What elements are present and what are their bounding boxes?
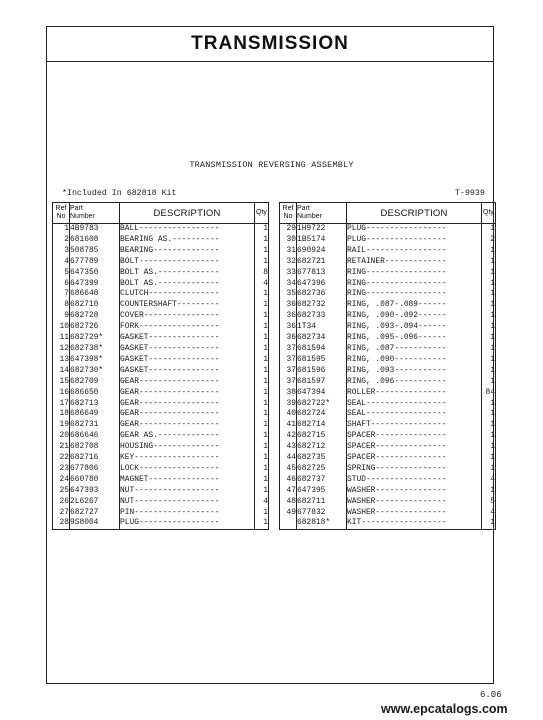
table-row [53, 464, 269, 475]
description-cell: WASHER--------------- [347, 497, 482, 508]
table-row [53, 420, 269, 431]
ref-no-cell: 36 [280, 311, 297, 322]
qty-cell: 1 [482, 344, 496, 355]
ref-no-cell: 34 [280, 279, 297, 290]
part-number-cell: 681608 [70, 235, 120, 246]
ref-no-cell: 35 [280, 289, 297, 300]
ref-no-cell: 24 [53, 475, 70, 486]
table-row [280, 333, 496, 344]
qty-cell: 1 [255, 333, 269, 344]
ref-no-cell: 45 [280, 464, 297, 475]
table-row [53, 246, 269, 257]
table-header-row [280, 203, 496, 224]
ref-no-cell: 32 [280, 257, 297, 268]
part-number-cell: 647394 [297, 388, 347, 399]
part-number-cell: 677789 [70, 257, 120, 268]
table-row [280, 246, 496, 257]
qty-cell: 84 [482, 388, 496, 399]
qty-cell: 1 [482, 322, 496, 333]
qty-cell: 1 [482, 268, 496, 279]
ref-no-cell: 17 [53, 399, 70, 410]
part-number-cell: 677813 [297, 268, 347, 279]
description-cell: PLUG----------------- [347, 235, 482, 246]
part-number-cell: 690924 [297, 246, 347, 257]
qty-cell: 1 [482, 355, 496, 366]
qty-cell: 1 [255, 322, 269, 333]
header-part-number: Part Number [70, 203, 120, 224]
title-banner [46, 26, 494, 62]
ref-no-cell: 49 [280, 508, 297, 519]
table-row [280, 224, 496, 235]
qty-cell: 1 [255, 399, 269, 410]
table-row [280, 442, 496, 453]
ref-no-cell: 38 [280, 388, 297, 399]
header-ref-no: Ref No [280, 203, 297, 224]
ref-no-cell: 40 [280, 409, 297, 420]
table-row [280, 420, 496, 431]
part-number-cell: 686650 [70, 388, 120, 399]
part-number-cell: 682727 [70, 508, 120, 519]
table-row [280, 497, 496, 508]
ref-no-cell: 13 [53, 355, 70, 366]
description-cell: FORK----------------- [120, 322, 255, 333]
description-cell: RING, .087----------- [347, 344, 482, 355]
ref-no-cell: 27 [53, 508, 70, 519]
section-subtitle: TRANSMISSION REVERSING ASSEMBLY [189, 160, 354, 170]
part-number-cell: 2L6267 [70, 497, 120, 508]
header-description: DESCRIPTION [347, 203, 482, 224]
description-cell: RING, .090-.092------ [347, 311, 482, 322]
description-cell: SEAL----------------- [347, 399, 482, 410]
part-number-cell: 682709 [70, 377, 120, 388]
qty-cell: 1 [255, 246, 269, 257]
table-row [53, 431, 269, 442]
description-cell: NUT------------------ [120, 497, 255, 508]
ref-no-cell: 42 [280, 431, 297, 442]
description-cell: RING----------------- [347, 268, 482, 279]
ref-no-cell: 28 [53, 518, 70, 529]
qty-cell: 1 [482, 442, 496, 453]
qty-cell: 1 [255, 486, 269, 497]
part-number-cell: 682818* [297, 518, 347, 529]
table-row [53, 224, 269, 235]
description-cell: WASHER--------------- [347, 486, 482, 497]
description-cell: GEAR----------------- [120, 388, 255, 399]
qty-cell: 1 [482, 289, 496, 300]
table-row [53, 399, 269, 410]
part-number-cell: 647393 [70, 486, 120, 497]
table-row [280, 486, 496, 497]
part-number-cell: 682710 [70, 300, 120, 311]
qty-cell: 1 [482, 518, 496, 529]
part-number-cell: 508785 [70, 246, 120, 257]
ref-no-cell: 26 [53, 497, 70, 508]
qty-cell: 1 [482, 333, 496, 344]
description-cell: SPACER--------------- [347, 453, 482, 464]
ref-no-cell: 7 [53, 289, 70, 300]
ref-no-cell: 9 [53, 311, 70, 322]
table-row [280, 399, 496, 410]
description-cell: GEAR----------------- [120, 420, 255, 431]
qty-cell: 4 [482, 475, 496, 486]
ref-no-cell: 2 [53, 235, 70, 246]
description-cell: RING----------------- [347, 289, 482, 300]
ref-no-cell: 37 [280, 344, 297, 355]
ref-no-cell: 44 [280, 453, 297, 464]
part-number-cell: 647395 [297, 486, 347, 497]
description-cell: GASKET--------------- [120, 366, 255, 377]
table-row [53, 355, 269, 366]
ref-no-cell: 8 [53, 300, 70, 311]
part-number-cell: 682722* [297, 399, 347, 410]
description-cell: SPRING--------------- [347, 464, 482, 475]
qty-cell: 1 [482, 311, 496, 322]
table-row [53, 388, 269, 399]
part-number-cell: 682734 [297, 333, 347, 344]
qty-cell: 1 [255, 355, 269, 366]
description-cell: CLUTCH--------------- [120, 289, 255, 300]
part-number-cell: 1H9722 [297, 224, 347, 235]
table-row [280, 322, 496, 333]
part-number-cell: 682714 [297, 420, 347, 431]
qty-cell: 4 [255, 279, 269, 290]
description-cell: RING, .093-.094------ [347, 322, 482, 333]
qty-cell: 1 [255, 409, 269, 420]
qty-cell: 4 [255, 497, 269, 508]
qty-cell: 1 [255, 289, 269, 300]
table-row [280, 289, 496, 300]
drawing-number: T-9939 [455, 189, 485, 198]
header-qty: Qty [482, 203, 496, 224]
ref-no-cell: 43 [280, 442, 297, 453]
qty-cell: 1 [482, 377, 496, 388]
qty-cell: 1 [255, 257, 269, 268]
part-number-cell: 677806 [70, 464, 120, 475]
table-row [53, 497, 269, 508]
part-number-cell: 647350 [70, 268, 120, 279]
ref-no-cell: 29 [280, 224, 297, 235]
table-row [280, 377, 496, 388]
qty-cell: 1 [255, 224, 269, 235]
table-row [53, 344, 269, 355]
part-number-cell: 677832 [297, 508, 347, 519]
ref-no-cell: 5 [53, 268, 70, 279]
part-number-cell: 686649 [70, 409, 120, 420]
table-row [280, 453, 496, 464]
qty-cell: 1 [482, 409, 496, 420]
description-cell: RING, .095-.096------ [347, 333, 482, 344]
description-cell: NUT------------------ [120, 486, 255, 497]
description-cell: RAIL----------------- [347, 246, 482, 257]
ref-no-cell: 36 [280, 333, 297, 344]
qty-cell: 5 [482, 497, 496, 508]
qty-cell: 2 [482, 235, 496, 246]
description-cell: KEY------------------ [120, 453, 255, 464]
part-number-cell: 682715 [297, 431, 347, 442]
description-cell: BOLT AS.------------- [120, 279, 255, 290]
table-row [53, 279, 269, 290]
ref-no-cell: 1 [53, 224, 70, 235]
ref-no-cell: 33 [280, 268, 297, 279]
table-row [53, 268, 269, 279]
ref-no-cell: 25 [53, 486, 70, 497]
ref-no-cell: 15 [53, 377, 70, 388]
description-cell: BOLT----------------- [120, 257, 255, 268]
description-cell: GASKET--------------- [120, 344, 255, 355]
table-row [53, 289, 269, 300]
description-cell: GEAR AS.------------- [120, 431, 255, 442]
table-row [280, 311, 496, 322]
qty-cell: 1 [255, 453, 269, 464]
ref-no-cell [280, 518, 297, 529]
table-row [53, 453, 269, 464]
table-row [280, 344, 496, 355]
page-title: TRANSMISSION [191, 32, 349, 54]
part-number-cell: 647398* [70, 355, 120, 366]
part-number-cell: 682711 [297, 497, 347, 508]
ref-no-cell: 36 [280, 322, 297, 333]
ref-no-cell: 37 [280, 366, 297, 377]
table-row [53, 508, 269, 519]
table-row [280, 257, 496, 268]
part-number-cell: 682737 [297, 475, 347, 486]
table-row [280, 355, 496, 366]
table-row [280, 475, 496, 486]
description-cell: SPACER--------------- [347, 442, 482, 453]
description-cell: HOUSING-------------- [120, 442, 255, 453]
part-number-cell: 660780 [70, 475, 120, 486]
table-row [53, 333, 269, 344]
table-row [280, 235, 496, 246]
table-row [280, 366, 496, 377]
qty-cell: 1 [255, 442, 269, 453]
part-number-cell: 682724 [297, 409, 347, 420]
ref-no-cell: 22 [53, 453, 70, 464]
ref-no-cell: 48 [280, 497, 297, 508]
part-number-cell: 681596 [297, 366, 347, 377]
description-cell: SHAFT---------------- [347, 420, 482, 431]
header-ref-no: Ref No [53, 203, 70, 224]
part-number-cell: 647399 [70, 279, 120, 290]
table-row [280, 409, 496, 420]
qty-cell: 1 [255, 366, 269, 377]
ref-no-cell: 16 [53, 388, 70, 399]
table-row [53, 257, 269, 268]
header-part-number: Part Number [297, 203, 347, 224]
description-cell: GEAR----------------- [120, 409, 255, 420]
table-row [53, 311, 269, 322]
description-cell: BEARING-------------- [120, 246, 255, 257]
part-number-cell: 686648 [70, 289, 120, 300]
table-row [280, 268, 496, 279]
header-qty: Qty [255, 203, 269, 224]
ref-no-cell: 37 [280, 377, 297, 388]
qty-cell: 1 [482, 279, 496, 290]
description-cell: RING, .096----------- [347, 377, 482, 388]
qty-cell: 1 [482, 366, 496, 377]
description-cell: BEARING AS.---------- [120, 235, 255, 246]
table-row [53, 486, 269, 497]
ref-no-cell: 36 [280, 300, 297, 311]
table-row [53, 235, 269, 246]
part-number-cell: 681597 [297, 377, 347, 388]
ref-no-cell: 30 [280, 235, 297, 246]
description-cell: GASKET--------------- [120, 333, 255, 344]
description-cell: GEAR----------------- [120, 377, 255, 388]
qty-cell: 1 [482, 464, 496, 475]
ref-no-cell: 6 [53, 279, 70, 290]
description-cell: STUD----------------- [347, 475, 482, 486]
qty-cell: 1 [255, 344, 269, 355]
description-cell: SPACER--------------- [347, 431, 482, 442]
qty-cell: 1 [255, 431, 269, 442]
part-number-cell: 682729* [70, 333, 120, 344]
description-cell: PLUG----------------- [347, 224, 482, 235]
description-cell: RETAINER------------- [347, 257, 482, 268]
table-header-row [53, 203, 269, 224]
part-number-cell: 682738* [70, 344, 120, 355]
part-number-cell: 4B9783 [70, 224, 120, 235]
part-number-cell: 682713 [70, 399, 120, 410]
description-cell: PIN------------------ [120, 508, 255, 519]
description-cell: GEAR----------------- [120, 399, 255, 410]
qty-cell: 1 [482, 486, 496, 497]
qty-cell: 1 [255, 235, 269, 246]
qty-cell: 8 [255, 268, 269, 279]
part-number-cell: 1B5174 [297, 235, 347, 246]
part-number-cell: 682716 [70, 453, 120, 464]
ref-no-cell: 4 [53, 257, 70, 268]
table-row [53, 377, 269, 388]
description-cell: LOCK----------------- [120, 464, 255, 475]
description-cell: BOLT AS.------------- [120, 268, 255, 279]
description-cell: KIT------------------ [347, 518, 482, 529]
part-number-cell: 682725 [297, 464, 347, 475]
ref-no-cell: 20 [53, 431, 70, 442]
table-row [53, 442, 269, 453]
qty-cell: 1 [482, 246, 496, 257]
part-number-cell: 681594 [297, 344, 347, 355]
ref-no-cell: 18 [53, 409, 70, 420]
description-cell: COUNTERSHAFT--------- [120, 300, 255, 311]
ref-no-cell: 23 [53, 464, 70, 475]
table-row [280, 518, 496, 529]
table-row [53, 409, 269, 420]
description-cell: RING, .090----------- [347, 355, 482, 366]
table-row [280, 464, 496, 475]
part-number-cell: 682732 [297, 300, 347, 311]
part-number-cell: 682728 [70, 311, 120, 322]
parts-table-left [52, 202, 269, 530]
table-row [53, 518, 269, 529]
ref-no-cell: 3 [53, 246, 70, 257]
qty-cell: 1 [255, 518, 269, 529]
table-row [280, 388, 496, 399]
table-row [280, 508, 496, 519]
part-number-cell: 682736 [297, 289, 347, 300]
ref-no-cell: 31 [280, 246, 297, 257]
table-row [53, 475, 269, 486]
qty-cell: 1 [482, 257, 496, 268]
qty-cell: 1 [255, 300, 269, 311]
ref-no-cell: 14 [53, 366, 70, 377]
description-cell: MAGNET--------------- [120, 475, 255, 486]
description-cell: BALL----------------- [120, 224, 255, 235]
part-number-cell: 682726 [70, 322, 120, 333]
part-number-cell: 682735 [297, 453, 347, 464]
description-cell: WASHER--------------- [347, 508, 482, 519]
part-number-cell: 682731 [70, 420, 120, 431]
ref-no-cell: 19 [53, 420, 70, 431]
ref-no-cell: 11 [53, 333, 70, 344]
table-row [280, 300, 496, 311]
ref-no-cell: 47 [280, 486, 297, 497]
table-row [280, 279, 496, 290]
ref-no-cell: 21 [53, 442, 70, 453]
ref-no-cell: 39 [280, 399, 297, 410]
part-number-cell: 682730* [70, 366, 120, 377]
qty-cell: 1 [255, 377, 269, 388]
qty-cell: 1 [482, 224, 496, 235]
part-number-cell: 681595 [297, 355, 347, 366]
qty-cell: 1 [482, 453, 496, 464]
ref-no-cell: 46 [280, 475, 297, 486]
part-number-cell: 682708 [70, 442, 120, 453]
qty-cell: 1 [482, 431, 496, 442]
header-description: DESCRIPTION [120, 203, 255, 224]
description-cell: RING, .093----------- [347, 366, 482, 377]
part-number-cell: 647396 [297, 279, 347, 290]
description-cell: RING, .087-.089------ [347, 300, 482, 311]
qty-cell: 1 [255, 508, 269, 519]
table-row [53, 322, 269, 333]
parts-table-right [279, 202, 496, 530]
qty-cell: 4 [482, 508, 496, 519]
table-row [53, 300, 269, 311]
watermark: www.epcatalogs.com [381, 702, 508, 716]
qty-cell: 1 [255, 388, 269, 399]
ref-no-cell: 10 [53, 322, 70, 333]
qty-cell: 1 [255, 311, 269, 322]
description-cell: RING----------------- [347, 279, 482, 290]
page-number: 6.06 [480, 690, 502, 700]
qty-cell: 1 [482, 300, 496, 311]
part-number-cell: 1T34 [297, 322, 347, 333]
qty-cell: 1 [255, 475, 269, 486]
description-cell: SEAL----------------- [347, 409, 482, 420]
qty-cell: 1 [482, 399, 496, 410]
part-number-cell: 682712 [297, 442, 347, 453]
kit-note: *Included In 682818 Kit [62, 189, 177, 198]
description-cell: ROLLER--------------- [347, 388, 482, 399]
description-cell: PLUG----------------- [120, 518, 255, 529]
table-row [280, 431, 496, 442]
part-number-cell: 686646 [70, 431, 120, 442]
part-number-cell: 682721 [297, 257, 347, 268]
qty-cell: 1 [255, 420, 269, 431]
qty-cell: 1 [482, 420, 496, 431]
ref-no-cell: 12 [53, 344, 70, 355]
table-row [53, 366, 269, 377]
part-number-cell: 682733 [297, 311, 347, 322]
part-number-cell: 9S8004 [70, 518, 120, 529]
description-cell: COVER---------------- [120, 311, 255, 322]
qty-cell: 1 [255, 464, 269, 475]
description-cell: GASKET--------------- [120, 355, 255, 366]
ref-no-cell: 41 [280, 420, 297, 431]
ref-no-cell: 37 [280, 355, 297, 366]
